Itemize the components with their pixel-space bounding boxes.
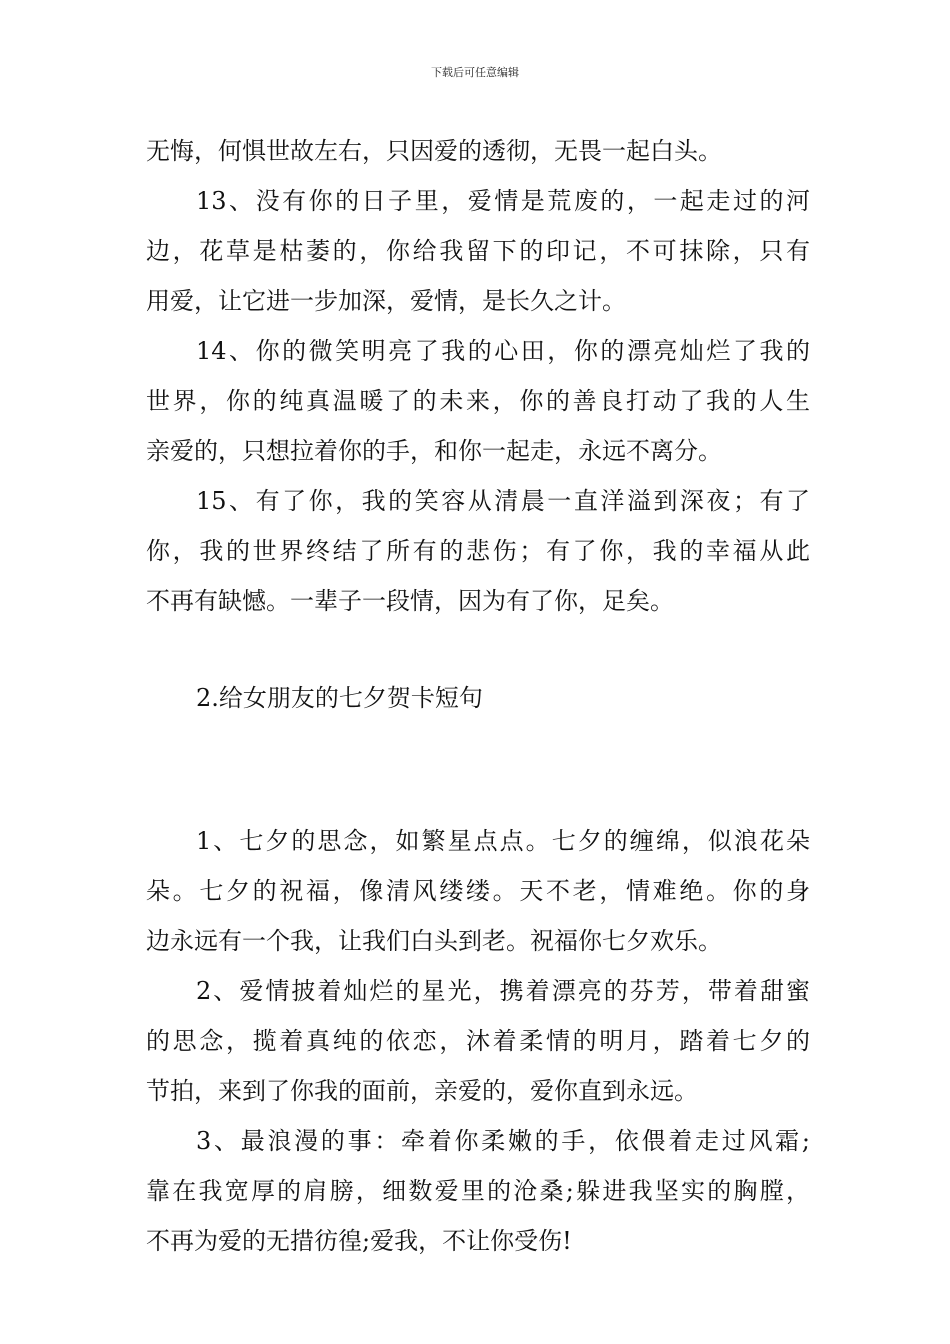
paragraph-line: 无悔，何惧世故左右，只因爱的透彻，无畏一起白头。 <box>146 137 722 165</box>
paragraph-line: 的思念，揽着真纯的依恋，沐着柔情的明月，踏着七夕的 <box>146 1027 810 1055</box>
paragraph-line: 13、没有你的日子里，爱情是荒废的，一起走过的河 <box>196 187 810 215</box>
page-header-note: 下载后可任意编辑 <box>431 66 519 79</box>
paragraph-line: 靠在我宽厚的肩膀，细数爱里的沧桑;躲进我坚实的胸膛， <box>146 1177 810 1205</box>
paragraph-line: 节拍，来到了你我的面前，亲爱的，爱你直到永远。 <box>146 1077 698 1105</box>
paragraph-line: 不再为爱的无措彷徨;爱我，不让你受伤! <box>146 1227 572 1255</box>
paragraph-line: 朵。七夕的祝福，像清风缕缕。天不老，情难绝。你的身 <box>146 877 810 905</box>
paragraph-line: 不再有缺憾。一辈子一段情，因为有了你，足矣。 <box>146 587 674 615</box>
paragraph-line: 用爱，让它进一步加深，爱情，是长久之计。 <box>146 287 626 315</box>
paragraph-line: 3、最浪漫的事：牵着你柔嫩的手，依偎着走过风霜; <box>196 1127 810 1155</box>
section-heading: 2.给女朋友的七夕贺卡短句 <box>196 684 483 712</box>
paragraph-line: 14、你的微笑明亮了我的心田，你的漂亮灿烂了我的 <box>196 337 810 365</box>
paragraph-line: 15、有了你，我的笑容从清晨一直洋溢到深夜；有了 <box>196 487 810 515</box>
paragraph-line: 2、爱情披着灿烂的星光，携着漂亮的芬芳，带着甜蜜 <box>196 977 810 1005</box>
paragraph-line: 你，我的世界终结了所有的悲伤；有了你，我的幸福从此 <box>146 537 810 565</box>
paragraph-line: 边，花草是枯萎的，你给我留下的印记，不可抹除，只有 <box>146 237 810 265</box>
paragraph-line: 亲爱的，只想拉着你的手，和你一起走，永远不离分。 <box>146 437 722 465</box>
paragraph-line: 边永远有一个我，让我们白头到老。祝福你七夕欢乐。 <box>146 927 722 955</box>
section-heading-block <box>146 626 810 816</box>
paragraph-line: 世界，你的纯真温暖了的未来，你的善良打动了我的人生 <box>146 387 810 415</box>
document-body <box>146 126 810 1266</box>
paragraph-line: 1、七夕的思念，如繁星点点。七夕的缠绵，似浪花朵 <box>196 827 810 855</box>
